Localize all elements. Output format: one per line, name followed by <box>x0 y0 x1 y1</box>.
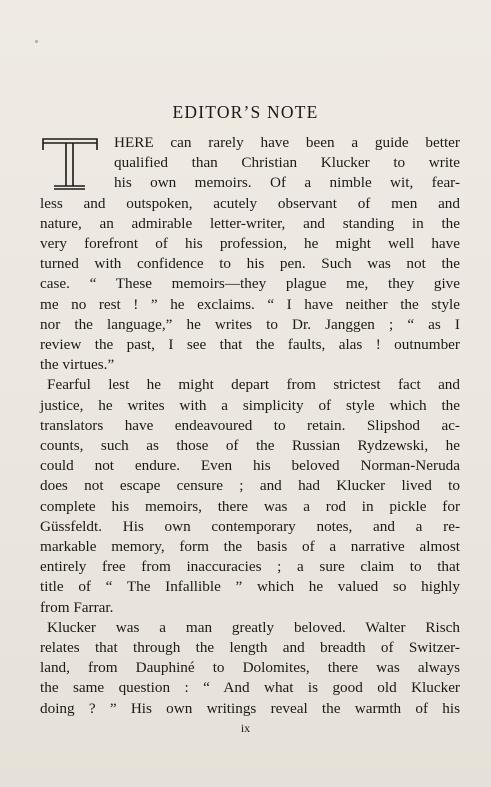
text-line: qualified than Christian Klucker to write <box>114 154 460 172</box>
text-line: justice, he writes with a simplicity of style which the <box>40 396 460 414</box>
text-line: his own memoirs. Of a nimble wit, fear- <box>114 174 460 192</box>
text-line: review the past, I see that the faults, alas ! outnumber <box>40 336 460 353</box>
text-line: HERE can rarely have been a guide better <box>114 134 460 151</box>
text-line: case. “ These memoirs—they plague me, they give <box>40 275 460 293</box>
text-line: the virtues.” <box>40 356 115 374</box>
text-line: title of “ The Infallible ” which he valued so highly <box>40 578 460 596</box>
text-line: the same question : “ And what is good old Klucker <box>40 679 460 697</box>
text-line: Fearful lest he might depart from strictest fact and <box>47 376 460 394</box>
text-line: Klucker was a man greatly beloved. Walter Risch <box>47 618 460 636</box>
text-line: very forefront of his profession, he might well have <box>40 235 460 252</box>
text-line: nor the language,” he writes to Dr. Janggen ; “ as I <box>40 315 460 333</box>
text-line: turned with confidence to his pen. Such was not the <box>40 255 460 273</box>
text-line: from Farrar. <box>40 598 114 616</box>
text-line: could not endure. Even his beloved Norman-Neruda <box>40 457 460 475</box>
text-line: markable memory, form the basis of a narrative almost <box>40 538 460 555</box>
text-line: counts, such as those of the Russian Rydzewski, he <box>40 437 460 454</box>
drop-cap-letter <box>40 136 100 192</box>
drop-cap-t-icon <box>40 136 100 192</box>
text-line: nature, an admirable letter-writer, and standing in the <box>40 214 460 232</box>
page-title: EDITOR’S NOTE <box>172 102 319 122</box>
text-line: complete his memoirs, there was a rod in pickle for <box>40 497 460 515</box>
text-line: translators have endeavoured to retain. Slipshod ac- <box>40 416 460 434</box>
text-line: land, from Dauphiné to Dolomites, there was always <box>40 659 460 677</box>
text-line: doing ? ” His own writings reveal the warmth of his <box>40 699 460 717</box>
text-line: entirely free from inaccuracies ; a sure claim to that <box>40 558 460 576</box>
paper-speck <box>35 40 38 43</box>
text-line: does not escape censure ; and had Klucker lived to <box>40 477 460 495</box>
text-line: Güssfeldt. His own contemporary notes, and a re- <box>40 517 460 535</box>
text-line: me no rest ! ” he exclaims. “ I have neither the style <box>40 295 460 313</box>
page-number: ix <box>240 720 251 735</box>
text-line: less and outspoken, acutely observant of men and <box>40 194 460 212</box>
text-line: relates that through the length and breadth of Switzer- <box>40 639 460 656</box>
